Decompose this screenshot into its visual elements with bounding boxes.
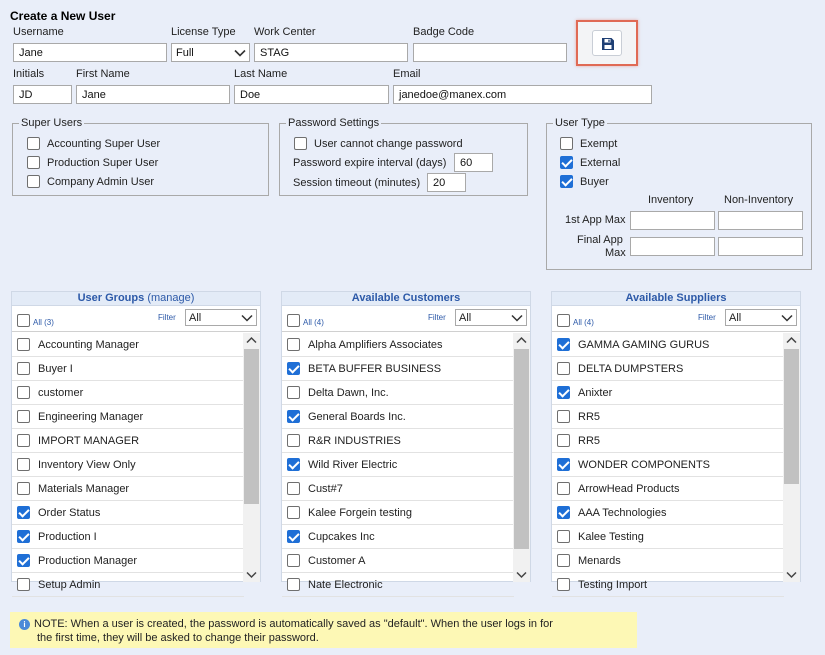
password-expire-input[interactable]: 60 [454,153,493,172]
cannot-change-password-checkbox[interactable] [294,137,307,150]
list-item-label: RR5 [578,434,601,447]
list-item-checkbox[interactable] [17,338,30,351]
super-user-company-admin-label: Company Admin User [47,175,154,188]
list-item-label: Testing Import [578,578,648,591]
list-item[interactable] [282,405,514,429]
list-item[interactable] [552,333,784,357]
list-item[interactable] [552,453,784,477]
manage-groups-link[interactable]: (manage) [147,292,195,304]
list-item-label: Customer A [308,554,366,567]
list-item-label: Nate Electronic [308,578,383,591]
list-item-checkbox[interactable] [287,362,300,375]
email-label: Email [393,68,421,80]
list-item-label: Buyer I [38,362,73,375]
customers-header [282,292,530,306]
last-name-input[interactable]: Doe [234,85,389,104]
list-item-checkbox[interactable] [557,338,570,351]
list-item-label: Anixter [578,386,613,399]
chevron-down-icon [234,47,246,59]
customers-all-label: All (4) [303,317,324,327]
password-note [10,612,637,648]
suppliers-filter-bar [552,306,800,332]
page-title: Create a New User [10,9,116,23]
suppliers-select-all-checkbox[interactable] [557,314,570,327]
scroll-up-icon[interactable] [516,335,527,346]
session-timeout-label: Session timeout (minutes) [293,177,421,189]
scroll-up-icon[interactable] [786,335,797,346]
list-item[interactable] [12,501,244,525]
user-groups-scroll-thumb[interactable] [244,349,259,504]
list-item[interactable] [282,453,514,477]
super-users-legend: Super Users [21,117,83,129]
username-input[interactable]: Jane [13,43,167,62]
list-item[interactable] [12,429,244,453]
user-groups-panel [11,291,261,591]
initials-label: Initials [13,68,45,80]
scroll-down-icon[interactable] [786,569,797,580]
list-item[interactable] [12,333,244,357]
first-app-max-inventory-input[interactable] [630,211,715,230]
email-input[interactable]: janedoe@manex.com [393,85,652,104]
list-item-checkbox[interactable] [557,530,570,543]
list-item[interactable] [282,549,514,573]
work-center-input[interactable]: STAG [254,43,408,62]
list-item[interactable] [282,525,514,549]
user-type-exempt-checkbox[interactable] [560,137,573,150]
list-item-checkbox[interactable] [17,458,30,471]
list-item[interactable] [282,381,514,405]
cannot-change-password[interactable] [294,137,463,150]
user-groups-title: User Groups [77,292,145,304]
list-item-label: Cust#7 [308,482,343,495]
list-item-label: WONDER COMPONENTS [578,458,710,471]
user-type-buyer-checkbox[interactable] [560,175,573,188]
scroll-up-icon[interactable] [246,335,257,346]
list-item-checkbox[interactable] [17,434,30,447]
list-item[interactable] [282,477,514,501]
password-settings-legend: Password Settings [288,117,380,129]
final-app-max-label-line1: Final App [577,234,623,246]
final-app-max-label-line2: Max [605,247,626,259]
license-type-value: Full [176,47,194,59]
list-item[interactable] [552,501,784,525]
super-user-production-label: Production Super User [47,156,159,169]
list-item-checkbox[interactable] [557,434,570,447]
list-item-checkbox[interactable] [287,386,300,399]
super-user-production[interactable] [27,156,158,169]
customers-filter-value: All [459,312,472,324]
list-item-label: Wild River Electric [308,458,398,471]
suppliers-filter-value: All [729,312,742,324]
list-item-label: R&R INDUSTRIES [308,434,401,447]
list-item-checkbox[interactable] [287,530,300,543]
note-text-1: NOTE: When a user is created, the password is automatically saved as "default". When the user logs in for [34,618,553,630]
initials-input[interactable]: JD [13,85,72,104]
list-item[interactable] [552,573,784,597]
password-expire-label: Password expire interval (days) [293,157,447,169]
user-groups-filter-select[interactable] [185,309,257,326]
info-icon: i [19,619,30,630]
first-name-label: First Name [76,68,130,80]
list-item-checkbox[interactable] [557,386,570,399]
list-item[interactable] [552,405,784,429]
list-item-checkbox[interactable] [287,506,300,519]
user-type-exempt[interactable] [560,137,617,150]
user-groups-filter-bar [12,306,260,332]
list-item[interactable] [552,429,784,453]
list-item-label: Production Manager [38,554,138,567]
inventory-column-label: Inventory [648,194,694,206]
customers-scrollbar[interactable] [513,333,530,582]
save-button-face [592,30,622,56]
list-item[interactable] [282,573,514,597]
user-type-exempt-label: Exempt [580,137,618,150]
list-item[interactable] [552,525,784,549]
chevron-down-icon [781,312,793,324]
list-item-label: Kalee Testing [578,530,644,543]
customers-select-all[interactable] [287,314,324,327]
suppliers-scroll-thumb[interactable] [784,349,799,484]
list-item-checkbox[interactable] [287,578,300,591]
customers-filter-select[interactable] [455,309,527,326]
user-groups-all-label: All (3) [33,317,54,327]
list-item[interactable] [552,549,784,573]
list-item-label: ArrowHead Products [578,482,680,495]
list-item-checkbox[interactable] [557,482,570,495]
super-user-production-checkbox[interactable] [27,156,40,169]
super-user-company-admin[interactable] [27,175,154,188]
user-groups-select-all-checkbox[interactable] [17,314,30,327]
user-type-buyer-label: Buyer [580,175,609,188]
list-item-checkbox[interactable] [287,434,300,447]
list-item-checkbox[interactable] [557,578,570,591]
list-item-checkbox[interactable] [17,506,30,519]
suppliers-header [552,292,800,306]
list-item[interactable] [552,357,784,381]
session-timeout-input[interactable]: 20 [427,173,466,192]
save-button[interactable] [576,20,638,66]
chevron-down-icon [511,312,523,324]
list-item-checkbox[interactable] [287,338,300,351]
list-item[interactable] [12,381,244,405]
user-groups-scrollbar[interactable] [243,333,260,582]
customers-scroll-thumb[interactable] [514,349,529,549]
first-app-max-label: 1st App Max [565,214,626,226]
work-center-label: Work Center [254,26,316,38]
customers-panel [281,291,531,591]
suppliers-scrollbar[interactable] [783,333,800,582]
super-user-accounting-label: Accounting Super User [47,137,161,150]
suppliers-list [552,333,784,591]
list-item-label: BETA BUFFER BUSINESS [308,362,442,375]
list-item-label: Alpha Amplifiers Associates [308,338,443,351]
list-item[interactable] [12,573,244,597]
suppliers-panel [551,291,801,591]
floppy-disk-icon [601,37,615,51]
list-item-checkbox[interactable] [287,410,300,423]
customers-title: Available Customers [351,292,461,304]
list-item[interactable] [12,405,244,429]
first-name-input[interactable]: Jane [76,85,230,104]
list-item[interactable] [282,357,514,381]
list-item-label: Kalee Forgein testing [308,506,412,519]
list-item-checkbox[interactable] [17,482,30,495]
list-item[interactable] [12,357,244,381]
list-item-checkbox[interactable] [17,554,30,567]
customers-select-all-checkbox[interactable] [287,314,300,327]
last-name-label: Last Name [234,68,288,80]
scroll-down-icon[interactable] [246,569,257,580]
list-item-checkbox[interactable] [17,530,30,543]
badge-code-label: Badge Code [413,26,475,38]
list-item-label: DELTA DUMPSTERS [578,362,684,375]
list-item[interactable] [282,333,514,357]
user-type-external[interactable] [560,156,620,169]
list-item-label: AAA Technologies [578,506,667,519]
list-item-label: customer [38,386,84,399]
list-item-label: Cupcakes Inc [308,530,375,543]
customers-filter-label: Filter [428,313,446,322]
suppliers-filter-select[interactable] [725,309,797,326]
suppliers-all-label: All (4) [573,317,594,327]
list-item[interactable] [552,381,784,405]
list-item-checkbox[interactable] [17,386,30,399]
list-item-checkbox[interactable] [557,362,570,375]
list-item-label: Accounting Manager [38,338,139,351]
customers-filter-bar [282,306,530,332]
list-item-label: Order Status [38,506,101,519]
list-item-checkbox[interactable] [557,410,570,423]
list-item[interactable] [12,525,244,549]
user-groups-filter-value: All [189,312,202,324]
user-type-buyer[interactable] [560,175,609,188]
suppliers-filter-label: Filter [698,313,716,322]
final-app-max-non-inventory-input[interactable] [718,237,803,256]
super-user-accounting-checkbox[interactable] [27,137,40,150]
user-groups-header [12,292,260,306]
list-item-label: Production I [38,530,97,543]
list-item-checkbox[interactable] [17,578,30,591]
list-item-label: Delta Dawn, Inc. [308,386,389,399]
list-item-checkbox[interactable] [557,554,570,567]
note-text-2: the first time, they will be asked to change their password. [37,632,319,644]
non-inventory-column-label: Non-Inventory [724,194,794,206]
list-item[interactable] [282,429,514,453]
list-item-checkbox[interactable] [17,410,30,423]
user-groups-list [12,333,244,591]
list-item-label: Engineering Manager [38,410,144,423]
first-app-max-non-inventory-input[interactable] [718,211,803,230]
list-item-checkbox[interactable] [17,362,30,375]
list-item[interactable] [12,549,244,573]
cannot-change-password-label: User cannot change password [314,137,463,150]
list-item[interactable] [282,501,514,525]
scroll-down-icon[interactable] [516,569,527,580]
user-type-external-checkbox[interactable] [560,156,573,169]
list-item-label: Materials Manager [38,482,130,495]
super-user-accounting[interactable] [27,137,160,150]
badge-code-input[interactable] [413,43,567,62]
list-item-label: IMPORT MANAGER [38,434,140,447]
customers-list [282,333,514,591]
user-type-legend: User Type [555,117,605,129]
license-type-label: License Type [171,26,236,38]
list-item[interactable] [12,453,244,477]
user-groups-select-all[interactable] [17,314,54,327]
super-user-company-admin-checkbox[interactable] [27,175,40,188]
final-app-max-inventory-input[interactable] [630,237,715,256]
list-item-checkbox[interactable] [557,458,570,471]
list-item-checkbox[interactable] [287,482,300,495]
list-item-label: GAMMA GAMING GURUS [578,338,710,351]
suppliers-title: Available Suppliers [625,292,727,304]
list-item-label: Menards [578,554,621,567]
list-item-checkbox[interactable] [287,554,300,567]
list-item[interactable] [552,477,784,501]
list-item-label: RR5 [578,410,601,423]
list-item-label: General Boards Inc. [308,410,406,423]
list-item-label: Inventory View Only [38,458,136,471]
list-item-checkbox[interactable] [287,458,300,471]
list-item-label: Setup Admin [38,578,101,591]
suppliers-select-all[interactable] [557,314,594,327]
list-item-checkbox[interactable] [557,506,570,519]
user-type-external-label: External [580,156,621,169]
username-label: Username [13,26,64,38]
list-item[interactable] [12,477,244,501]
note-line-1 [19,617,637,631]
chevron-down-icon [241,312,253,324]
license-type-select[interactable] [171,43,250,62]
user-groups-filter-label: Filter [158,313,176,322]
